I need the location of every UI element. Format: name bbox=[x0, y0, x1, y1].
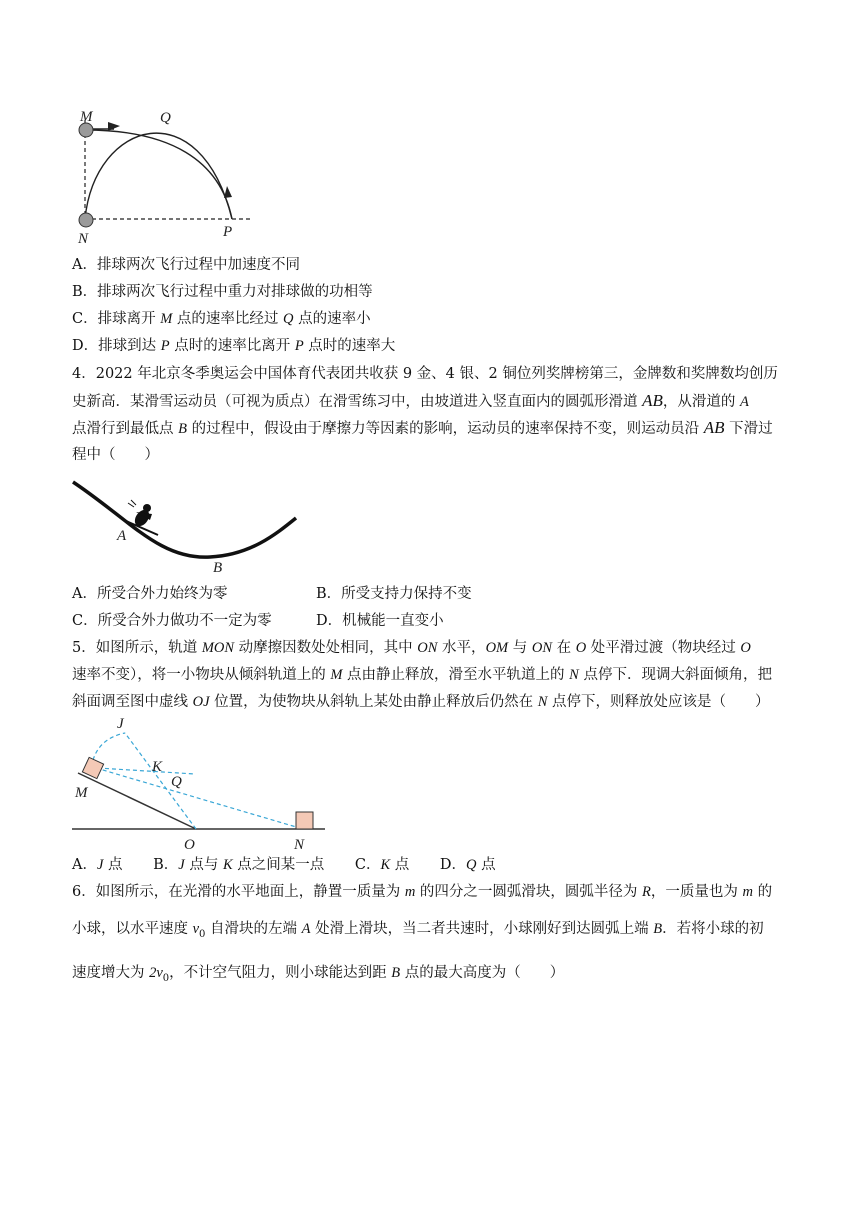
q5-text-line2: 速率不变），将一小物块从倾斜轨道上的 M 点由静止释放，滑至水平轨道上的 N 点停下．现调大斜面倾角，把 bbox=[72, 667, 772, 683]
q6-text-line2: 小球，以水平速度 $v_0$ 自滑块的左端 A 处滑上滑块，当二者共速时，小球刚好到达圆弧上端 B．若将小球的初 bbox=[72, 921, 764, 940]
label-A: A bbox=[117, 528, 127, 544]
q5-text-line3: 斜面调至图中虚线 OJ 位置，为使物块从斜轨上某处由静止释放后仍然在 N 点停下，则释放处应该是（ ） bbox=[72, 694, 770, 710]
q5-text-line1: 5．如图所示，轨道 MON 动摩擦因数处处相同，其中 ON 水平，OM 与 ON 在 O 处平滑过渡（物块经过 O bbox=[72, 640, 751, 656]
q5-option-c: C．K 点 bbox=[354, 857, 410, 873]
label-B: B bbox=[213, 560, 223, 576]
label-Q: Q bbox=[160, 110, 171, 126]
q4-text-line2: 史新高．某滑雪运动员（可视为质点）在滑雪练习中，由坡道进入竖直面内的圆弧形滑道 AB，从滑道的 A bbox=[72, 391, 749, 410]
label-P: P bbox=[223, 224, 233, 240]
q4-option-b: B．所受支持力保持不变 bbox=[316, 586, 472, 602]
q3-option-d: D．排球到达 P 点时的速率比离开 P 点时的速率大 bbox=[72, 338, 396, 354]
q5-options bbox=[72, 855, 496, 875]
q5-option-d: D．Q 点 bbox=[439, 857, 496, 873]
q4-text-line1: 4．2022 年北京冬季奥运会中国体育代表团共收获 9 金、4 银、2 铜位列奖牌榜第三，金牌数和奖牌数均创历 bbox=[72, 366, 778, 382]
label-Q: Q bbox=[171, 774, 182, 790]
q4-option-d: D．机械能一直变小 bbox=[316, 613, 444, 629]
label-N: N bbox=[294, 837, 305, 853]
label-M: M bbox=[80, 109, 93, 125]
label-K: K bbox=[152, 759, 163, 775]
q6-text-line3: 速度增大为 $2v_0$，不计空气阻力，则小球能达到距 B 点的最大高度为（ ） bbox=[72, 965, 565, 984]
q4-option-c: C．所受合外力做功不一定为零 bbox=[72, 613, 272, 629]
q5-option-a: A．J 点 bbox=[72, 857, 123, 873]
q4-text-line3: 点滑行到最低点 B 的过程中，假设由于摩擦力等因素的影响，运动员的速率保持不变，则运动员沿 AB 下滑过 bbox=[72, 418, 773, 437]
q6-text-line1: 6．如图所示，在光滑的水平地面上，静置一质量为 m 的四分之一圆弧滑块，圆弧半径为 R，一质量也为 m 的 bbox=[72, 884, 773, 900]
q3-option-a: A．排球两次飞行过程中加速度不同 bbox=[72, 257, 300, 273]
q5-option-b: B．J 点与 K 点之间某一点 bbox=[153, 857, 325, 873]
q3-option-c: C．排球离开 M 点的速率比经过 Q 点的速率小 bbox=[72, 311, 371, 327]
q4-text-line4: 程中（ ） bbox=[72, 447, 159, 463]
label-O: O bbox=[184, 837, 195, 853]
label-M: M bbox=[75, 785, 88, 801]
label-J: J bbox=[117, 716, 124, 732]
q3-option-b: B．排球两次飞行过程中重力对排球做的功相等 bbox=[72, 284, 373, 300]
label-N: N bbox=[78, 231, 89, 247]
q4-option-a: A．所受合外力始终为零 bbox=[72, 586, 228, 602]
